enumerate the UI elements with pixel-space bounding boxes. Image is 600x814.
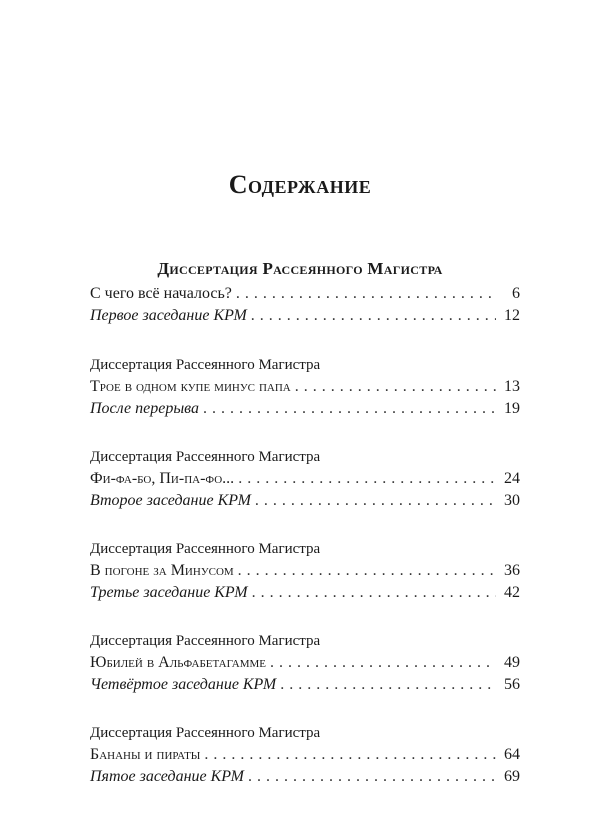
toc-entry (90, 766, 520, 788)
toc-entry-page: 24 (504, 470, 520, 487)
toc-entry-title: С чего всё началось? (90, 285, 232, 302)
toc-entry-page: 13 (504, 378, 520, 395)
toc-entry-title: Пятое заседание КРМ (90, 768, 244, 785)
toc-entry-page: 19 (504, 400, 520, 417)
toc-entry-page: 12 (504, 307, 520, 324)
toc-entry-title: Бананы и пираты (90, 746, 201, 763)
toc-entry-title: Второе заседание КРМ (90, 492, 251, 509)
toc-entry (90, 582, 520, 604)
toc-group-label: Диссертация Рассеянного Магистра (90, 541, 321, 557)
toc-entry (90, 652, 520, 674)
toc-entry (90, 376, 520, 398)
toc-entry (90, 283, 520, 305)
toc-entry-page: 42 (504, 584, 520, 601)
toc-entry-title: Первое заседание КРМ (90, 307, 247, 324)
toc-entry-page: 64 (504, 746, 520, 763)
toc-leader-dots (270, 652, 496, 674)
toc-leader-dots (248, 766, 496, 788)
toc-group-label: Диссертация Рассеянного Магистра (90, 357, 321, 373)
toc-group-label: Диссертация Рассеянного Магистра (90, 725, 321, 741)
toc-leader-dots (203, 398, 496, 420)
toc-group-label: Диссертация Рассеянного Магистра (90, 633, 321, 649)
toc-group (90, 354, 520, 420)
toc-group-label: Диссертация Рассеянного Магистра (90, 449, 321, 465)
page-title: Содержание (228, 170, 372, 199)
toc-entry-title: Юбилей в Альфабетагамме (90, 654, 266, 671)
toc-entry-page: 6 (512, 285, 520, 302)
toc-entry (90, 468, 520, 490)
toc-entry-title: Четвёртое заседание КРМ (90, 676, 277, 693)
toc-leader-dots (236, 283, 496, 305)
toc-leader-dots (238, 560, 496, 582)
toc-entry-title: Фи-фа-бо, Пи-па-фо... (90, 470, 235, 487)
toc-leader-dots (204, 744, 496, 766)
toc-group (90, 722, 520, 788)
toc-entry-page: 69 (504, 768, 520, 785)
toc-entry (90, 490, 520, 512)
toc-group (90, 538, 520, 604)
table-of-contents (90, 283, 520, 814)
toc-entry-title: Трое в одном купе минус папа (90, 378, 291, 395)
toc-leader-dots (252, 582, 496, 604)
toc-entry-page: 49 (504, 654, 520, 671)
toc-leader-dots (238, 468, 496, 490)
toc-entry (90, 744, 520, 766)
toc-entry-title: В погоне за Минусом (90, 562, 234, 579)
toc-entry-title: После перерыва (90, 400, 200, 417)
toc-leader-dots (251, 305, 496, 327)
toc-entry (90, 560, 520, 582)
toc-leader-dots (255, 490, 496, 512)
toc-entry-page: 36 (504, 562, 520, 579)
toc-entry (90, 674, 520, 696)
toc-group (90, 446, 520, 512)
toc-entry-page: 56 (504, 676, 520, 693)
toc-entry (90, 305, 520, 327)
toc-entry (90, 398, 520, 420)
toc-entry-title: Третье заседание КРМ (90, 584, 248, 601)
section-heading: Диссертация Рассеянного Магистра (157, 259, 443, 278)
toc-leader-dots (280, 674, 496, 696)
toc-leader-dots (295, 376, 496, 398)
toc-entry-page: 30 (504, 492, 520, 509)
toc-group (90, 630, 520, 696)
toc-group (90, 283, 520, 327)
